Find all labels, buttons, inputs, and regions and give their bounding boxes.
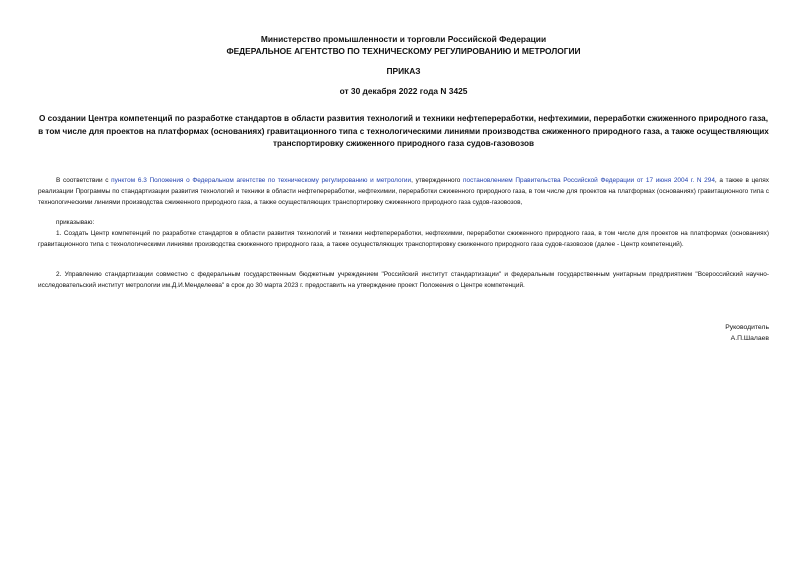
basis-middle: , утвержденного (411, 177, 464, 184)
signatory-role: Руководитель (725, 324, 769, 331)
government-decree-link[interactable]: постановлением Правительства Российской Федерации от 17 июня 2004 г. N 294 (463, 177, 715, 184)
agency-name: ФЕДЕРАЛЬНОЕ АГЕНТСТВО ПО ТЕХНИЧЕСКОМУ РЕГУЛИРОВАНИЮ И МЕТРОЛОГИИ (226, 46, 581, 56)
document-subject: О создании Центра компетенций по разработке стандартов в области развития технологий и техники нефтепереработки, нефтехимии, переработки сжиженного природного газа, в том числе для проектов на платформах (основаниях) гравитационного типа с технологическими линиями производства сжиженного природного газа, а также осуществляющих транспортировку сжиженного природного газа судов-газовозов (38, 114, 769, 148)
regulation-link[interactable]: пунктом 6.3 Положения о Федеральном агентстве по техническому регулированию и метрологии (111, 177, 412, 184)
basis-prefix: В соответствии с (56, 177, 112, 184)
order-item-1: 1. Создать Центр компетенций по разработке стандартов в области развития технологий и техники нефтепереработки, нефтехимии, переработки сжиженного природного газа, в том числе для проектов на платформах (основаниях) гравитационного типа с технологическими линиями производства сжиженного природного газа, а также осуществляющих транспортировку сжиженного природного газа судов-газовозов (далее - Центр компетенций). (38, 230, 769, 249)
document-type: ПРИКАЗ (386, 66, 421, 76)
basis-suffix: , а также в целях реализации Программы по стандартизации развития технологий и техники в области нефтепереработки, нефтехимии, переработки сжиженного природного газа, в том числе для проектов на платформах (основаниях) гравитационного типа с технологическими линиями производства сжиженного природного газа, а также осуществляющих транспортировку сжиженного природного газа судов-газовозов, (38, 177, 769, 207)
basis-paragraph (38, 175, 769, 208)
signatory-name: А.П.Шалаев (730, 335, 769, 342)
ministry-name: Министерство промышленности и торговли Российской Федерации (260, 34, 547, 44)
order-item-2: 2. Управлению стандартизации совместно с федеральным государственным бюджетным учреждением "Российский институт стандартизации" и федеральным государственным унитарным предприятием "Всероссийский научно-исследовательский институт метрологии им.Д.И.Менделеева" в срок до 30 марта 2023 г. предоставить на утверждение проект Положения о Центре компетенций. (38, 271, 769, 290)
order-word: приказываю: (56, 219, 95, 226)
document-date-number: от 30 декабря 2022 года N 3425 (339, 86, 468, 96)
